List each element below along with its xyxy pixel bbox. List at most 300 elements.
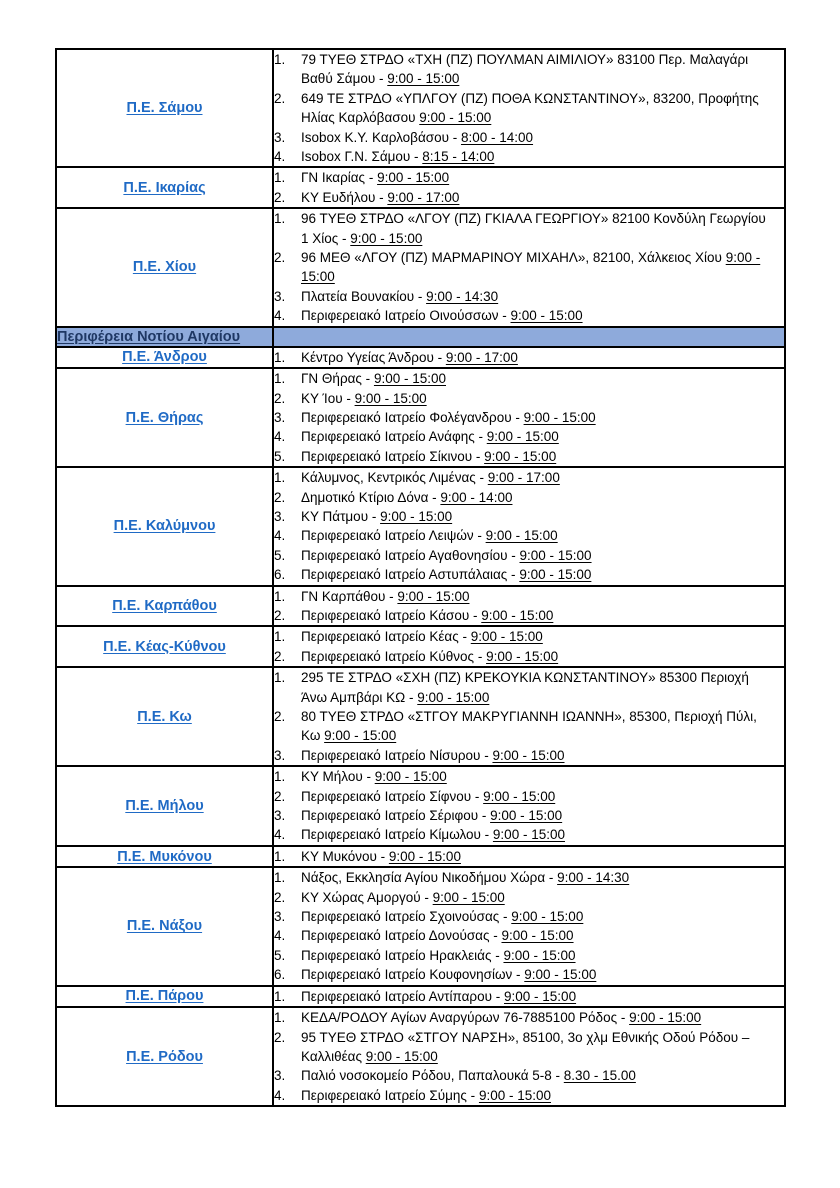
region-link[interactable]: Π.Ε. Σάμου bbox=[126, 100, 203, 117]
list-item bbox=[274, 965, 784, 984]
list-item bbox=[274, 507, 784, 526]
opening-hours: 9:00 - 15:00 bbox=[511, 909, 584, 925]
region-link[interactable]: Π.Ε. Ρόδου bbox=[126, 1048, 203, 1065]
list-item-text bbox=[301, 587, 784, 606]
location-text: Περιφερειακό Ιατρείο Αγαθονησίου - bbox=[301, 547, 520, 563]
region-link[interactable]: Π.Ε. Καρπάθου bbox=[112, 597, 217, 614]
table-row bbox=[56, 626, 785, 667]
list-item bbox=[274, 1066, 784, 1085]
opening-hours: 9:00 - 15:00 bbox=[504, 988, 577, 1004]
list-item bbox=[274, 188, 784, 207]
opening-hours: 9:00 - 14:00 bbox=[440, 489, 513, 505]
location-text: Περιφερειακό Ιατρείο Αστυπάλαιας - bbox=[301, 567, 520, 583]
opening-hours: 9:00 - 15:00 bbox=[377, 170, 450, 186]
region-link[interactable]: Π.Ε. Κω bbox=[137, 708, 192, 725]
list-item-text bbox=[301, 1028, 784, 1067]
opening-hours: 9:00 - 15:00 bbox=[492, 827, 565, 843]
location-text: 96 ΤΥΕΘ ΣΤΡΔΟ «ΛΓΟΥ (ΠΖ) ΓΚΙΑΛΑ ΓΕΩΡΓΙΟΥ» 82100 Κονδύλη Γεωργίου 1 Χίος - bbox=[301, 211, 766, 246]
list-item-number: 1. bbox=[274, 170, 286, 186]
list-item-number: 1. bbox=[274, 588, 286, 604]
list-item bbox=[274, 1028, 784, 1067]
items-list bbox=[274, 468, 784, 584]
items-list bbox=[274, 369, 784, 466]
opening-hours: 9:00 - 15:00 bbox=[397, 588, 470, 604]
list-item-text bbox=[301, 348, 784, 367]
table-row bbox=[56, 1007, 785, 1106]
opening-hours: 9:00 - 15:00 bbox=[478, 1087, 551, 1103]
opening-hours: 9:00 - 15:00 bbox=[387, 71, 460, 87]
list-item-text bbox=[301, 209, 784, 248]
list-item-text bbox=[301, 369, 784, 388]
list-item-text bbox=[301, 546, 784, 565]
location-text: Περιφερειακό Ιατρείο Σίκινου - bbox=[301, 448, 485, 464]
list-item bbox=[274, 546, 784, 565]
section-label: Περιφέρεια Νοτίου Αιγαίου bbox=[57, 328, 241, 345]
list-item-text bbox=[301, 767, 784, 786]
list-item bbox=[274, 565, 784, 584]
location-text: 79 ΤΥΕΘ ΣΤΡΔΟ «ΤΧΗ (ΠΖ) ΠΟΥΛΜΑΝ ΑΙΜΙΛΙΟΥ» 83100 Περ. Μαλαγάρι Βαθύ Σάμου - bbox=[301, 52, 749, 87]
items-cell bbox=[273, 347, 785, 368]
opening-hours: 9:00 - 14:30 bbox=[426, 288, 499, 304]
list-item bbox=[274, 806, 784, 825]
list-item-number: 2. bbox=[274, 709, 286, 724]
list-item-number: 3. bbox=[274, 129, 286, 145]
location-text: Isobox Κ.Υ. Καρλοβάσου - bbox=[301, 129, 461, 145]
opening-hours: 9:00 - 15:00 bbox=[419, 110, 492, 126]
list-item-number: 1. bbox=[274, 988, 286, 1004]
list-item-text bbox=[301, 946, 784, 965]
list-item-text bbox=[301, 128, 784, 147]
opening-hours: 8:00 - 14:00 bbox=[460, 129, 534, 145]
location-text: ΚΥ Ίου - bbox=[301, 390, 355, 406]
items-cell bbox=[273, 766, 785, 846]
list-item bbox=[274, 248, 784, 287]
list-item-number: 1. bbox=[274, 870, 286, 886]
list-item-text bbox=[301, 147, 784, 166]
location-text: Δημοτικό Κτίριο Δόνα - bbox=[301, 489, 441, 505]
list-item bbox=[274, 946, 784, 965]
opening-hours: 9:00 - 15:00 bbox=[486, 429, 559, 445]
region-link[interactable]: Π.Ε. Χίου bbox=[132, 259, 197, 276]
region-cell bbox=[56, 586, 273, 627]
list-item-text bbox=[301, 965, 784, 984]
region-link[interactable]: Π.Ε. Κέας-Κύθνου bbox=[103, 638, 226, 655]
list-item bbox=[274, 306, 784, 325]
opening-hours: 9:00 - 15:00 bbox=[432, 889, 505, 905]
list-item-text bbox=[301, 707, 784, 746]
opening-hours: 9:00 - 15:00 bbox=[519, 547, 592, 563]
region-cell bbox=[56, 1007, 273, 1106]
opening-hours: 9:00 - 15:00 bbox=[380, 508, 453, 524]
list-item bbox=[274, 348, 784, 367]
list-item-text bbox=[301, 746, 784, 765]
location-text: Περιφερειακό Ιατρείο Κίμωλου - bbox=[301, 827, 493, 843]
list-item-number: 1. bbox=[274, 629, 286, 645]
list-item-number: 2. bbox=[274, 889, 286, 905]
list-item bbox=[274, 389, 784, 408]
region-cell bbox=[56, 867, 273, 985]
table-row bbox=[56, 986, 785, 1007]
list-item bbox=[274, 147, 784, 166]
location-text: ΚΥ Χώρας Αμοργού - bbox=[301, 889, 433, 905]
region-cell bbox=[56, 368, 273, 467]
location-text: Περιφερειακό Ιατρείο Ανάφης - bbox=[301, 429, 487, 445]
items-list bbox=[274, 1008, 784, 1105]
items-cell bbox=[273, 208, 785, 326]
list-item-number: 3. bbox=[274, 508, 286, 524]
location-text: Περιφερειακό Ιατρείο Οινούσσων - bbox=[301, 308, 511, 324]
list-item-text bbox=[301, 526, 784, 545]
location-text: Παλιό νοσοκομείο Ρόδου, Παπαλουκά 5-8 - bbox=[301, 1068, 564, 1084]
table-row bbox=[56, 49, 785, 167]
items-list bbox=[274, 627, 784, 666]
region-cell bbox=[56, 846, 273, 867]
list-item-text bbox=[301, 488, 784, 507]
list-item-text bbox=[301, 806, 784, 825]
list-item bbox=[274, 868, 784, 887]
list-item bbox=[274, 926, 784, 945]
region-cell bbox=[56, 667, 273, 766]
opening-hours: 9:00 - 15:00 bbox=[486, 648, 559, 664]
location-text: Περιφερειακό Ιατρείο Ηρακλειάς - bbox=[301, 947, 504, 963]
list-item-number: 1. bbox=[274, 769, 286, 785]
list-item-number: 4. bbox=[274, 1087, 286, 1103]
list-item bbox=[274, 606, 784, 625]
list-item-number: 1. bbox=[274, 1010, 286, 1026]
list-item-number: 6. bbox=[274, 967, 286, 983]
list-item-text bbox=[301, 89, 784, 128]
opening-hours: 9:00 - 15:00 bbox=[490, 808, 563, 824]
items-cell bbox=[273, 986, 785, 1007]
location-text: Κέντρο Υγείας Άνδρου - bbox=[301, 349, 446, 365]
list-item-number: 1. bbox=[274, 470, 286, 486]
opening-hours: 9:00 - 15:00 bbox=[324, 728, 397, 744]
items-list bbox=[274, 987, 784, 1006]
list-item-text bbox=[301, 50, 784, 89]
list-item-number: 2. bbox=[274, 250, 286, 266]
opening-hours: 9:00 - 15:00 bbox=[388, 848, 461, 864]
opening-hours: 9:00 - 15:00 bbox=[524, 967, 597, 983]
list-item bbox=[274, 707, 784, 746]
table-row bbox=[56, 867, 785, 985]
list-item bbox=[274, 587, 784, 606]
list-item-number: 5. bbox=[274, 547, 286, 563]
list-item-number: 4. bbox=[274, 149, 286, 165]
list-item bbox=[274, 987, 784, 1006]
opening-hours: 9:00 - 15:00 bbox=[365, 1048, 438, 1064]
list-item bbox=[274, 447, 784, 466]
list-item-number: 3. bbox=[274, 409, 286, 425]
location-text: Περιφερειακό Ιατρείο Κέας - bbox=[301, 629, 471, 645]
list-item-text bbox=[301, 787, 784, 806]
list-item-number: 5. bbox=[274, 947, 286, 963]
list-item bbox=[274, 907, 784, 926]
opening-hours: 9:00 - 15:00 bbox=[519, 567, 592, 583]
table-row bbox=[56, 208, 785, 326]
location-text: Περιφερειακό Ιατρείο Φολέγανδρου - bbox=[301, 409, 524, 425]
list-item-number: 2. bbox=[274, 489, 286, 505]
items-cell bbox=[273, 167, 785, 208]
items-list bbox=[274, 868, 784, 984]
list-item bbox=[274, 468, 784, 487]
location-text: ΚΥ Πάτμου - bbox=[301, 508, 381, 524]
list-item-number: 3. bbox=[274, 288, 286, 304]
location-text: 649 ΤΕ ΣΤΡΔΟ «ΥΠΛΓΟΥ (ΠΖ) ΠΟΘΑ ΚΩΝΣΤΑΝΤΙΝΟΥ», 83200, Προφήτης Ηλίας Καρλόβασου bbox=[301, 90, 759, 126]
list-item-number: 4. bbox=[274, 528, 286, 544]
list-item-number: 2. bbox=[274, 189, 286, 205]
list-item-number: 4. bbox=[274, 827, 286, 843]
opening-hours: 9:00 - 17:00 bbox=[445, 349, 518, 365]
location-text: Πλατεία Βουνακίου - bbox=[301, 288, 427, 304]
list-item-text bbox=[301, 248, 784, 287]
opening-hours: 9:00 - 15:00 bbox=[501, 928, 574, 944]
location-text: ΚΥ Μυκόνου - bbox=[301, 848, 389, 864]
list-item-text bbox=[301, 647, 784, 666]
items-list bbox=[274, 847, 784, 866]
opening-hours: 9:00 - 15:00 bbox=[354, 390, 427, 406]
table-row bbox=[56, 846, 785, 867]
opening-hours: 8:15 - 14:00 bbox=[422, 149, 495, 165]
list-item bbox=[274, 627, 784, 646]
list-item-number: 1. bbox=[274, 670, 286, 686]
list-item-number: 3. bbox=[274, 1068, 286, 1084]
region-cell bbox=[56, 49, 273, 167]
table-row bbox=[56, 347, 785, 368]
location-text: ΓΝ Ικαρίας - bbox=[301, 170, 378, 186]
opening-hours: 9:00 - 14:30 bbox=[557, 870, 630, 886]
opening-hours: 9:00 - 15:00 bbox=[481, 607, 554, 623]
list-item-text bbox=[301, 188, 784, 207]
items-list bbox=[274, 668, 784, 765]
schedule-table bbox=[55, 48, 786, 1107]
region-link[interactable]: Π.Ε. Καλύμνου bbox=[113, 518, 216, 535]
section-empty-cell bbox=[273, 327, 785, 347]
items-cell bbox=[273, 1007, 785, 1106]
region-link[interactable]: Π.Ε. Θήρας bbox=[125, 409, 204, 426]
list-item bbox=[274, 408, 784, 427]
list-item-number: 3. bbox=[274, 909, 286, 925]
region-link[interactable]: Π.Ε. Ικαρίας bbox=[123, 179, 206, 196]
list-item-text bbox=[301, 1086, 784, 1105]
list-item bbox=[274, 787, 784, 806]
list-item-text bbox=[301, 1008, 784, 1027]
list-item-text bbox=[301, 408, 784, 427]
location-text: 95 ΤΥΕΘ ΣΤΡΔΟ «ΣΤΓΟΥ ΝΑΡΣΗ», 85100, 3ο χλμ Εθνικής Οδού Ρόδου – Καλλιθέας bbox=[301, 1029, 750, 1064]
list-item-number: 1. bbox=[274, 211, 286, 227]
location-text: Περιφερειακό Ιατρείο Σέριφου - bbox=[301, 808, 491, 824]
list-item-text bbox=[301, 287, 784, 306]
items-cell bbox=[273, 667, 785, 766]
list-item bbox=[274, 668, 784, 707]
table-row bbox=[56, 667, 785, 766]
location-text: 80 ΤΥΕΘ ΣΤΡΔΟ «ΣΤΓΟΥ ΜΑΚΡΥΓΙΑΝΝΗ ΙΩΑΝΝΗ», 85300, Περιοχή Πύλι, Κω bbox=[301, 709, 757, 744]
list-item bbox=[274, 488, 784, 507]
region-cell bbox=[56, 208, 273, 326]
list-item-number: 4. bbox=[274, 928, 286, 944]
opening-hours: 9:00 - 15:00 bbox=[510, 308, 583, 324]
opening-hours: 9:00 - 15:00 bbox=[629, 1010, 702, 1026]
opening-hours: 9:00 - 15:00 bbox=[417, 689, 490, 705]
location-text: Περιφερειακό Ιατρείο Σύμης - bbox=[301, 1087, 479, 1103]
opening-hours: 9:00 - 15:00 bbox=[301, 250, 761, 285]
list-item-text bbox=[301, 888, 784, 907]
list-item-number: 3. bbox=[274, 747, 286, 763]
location-text: Περιφερειακό Ιατρείο Αντίπαρου - bbox=[301, 988, 505, 1004]
table-row bbox=[56, 766, 785, 846]
list-item-text bbox=[301, 168, 784, 187]
opening-hours: 9:00 - 15:00 bbox=[492, 747, 565, 763]
list-item bbox=[274, 209, 784, 248]
items-list bbox=[274, 348, 784, 367]
section-label-cell bbox=[56, 327, 273, 347]
list-item bbox=[274, 369, 784, 388]
region-cell bbox=[56, 347, 273, 368]
list-item bbox=[274, 825, 784, 844]
list-item-number: 4. bbox=[274, 308, 286, 324]
opening-hours: 9:00 - 15:00 bbox=[374, 769, 447, 785]
list-item-number: 5. bbox=[274, 448, 286, 464]
opening-hours: 9:00 - 15:00 bbox=[503, 947, 576, 963]
opening-hours: 9:00 - 17:00 bbox=[487, 470, 560, 486]
table-row bbox=[56, 467, 785, 585]
list-item-text bbox=[301, 507, 784, 526]
list-item-text bbox=[301, 847, 784, 866]
list-item-text bbox=[301, 926, 784, 945]
list-item-text bbox=[301, 868, 784, 887]
list-item-number: 3. bbox=[274, 808, 286, 824]
opening-hours: 9:00 - 17:00 bbox=[387, 189, 460, 205]
list-item bbox=[274, 50, 784, 89]
list-item-text bbox=[301, 306, 784, 325]
list-item-number: 1. bbox=[274, 349, 286, 365]
section-row bbox=[56, 327, 785, 347]
region-link[interactable]: Π.Ε. Άνδρου bbox=[122, 349, 207, 366]
list-item bbox=[274, 89, 784, 128]
list-item-number: 2. bbox=[274, 390, 286, 406]
location-text: Περιφερειακό Ιατρείο Σίφνου - bbox=[301, 788, 484, 804]
region-cell bbox=[56, 467, 273, 585]
list-item-number: 1. bbox=[274, 848, 286, 864]
region-link[interactable]: Π.Ε. Πάρου bbox=[125, 988, 204, 1005]
location-text: Περιφερειακό Ιατρείο Σχοινούσας - bbox=[301, 909, 512, 925]
table-row bbox=[56, 368, 785, 467]
list-item bbox=[274, 168, 784, 187]
location-text: Περιφερειακό Ιατρείο Κάσου - bbox=[301, 607, 482, 623]
list-item-text bbox=[301, 1066, 784, 1085]
list-item-text bbox=[301, 987, 784, 1006]
region-cell bbox=[56, 986, 273, 1007]
items-cell bbox=[273, 467, 785, 585]
table-row bbox=[56, 586, 785, 627]
opening-hours: 8.30 - 15.00 bbox=[563, 1068, 636, 1084]
items-list bbox=[274, 767, 784, 845]
region-link[interactable]: Π.Ε. Μυκόνου bbox=[117, 848, 212, 865]
location-text: Περιφερειακό Ιατρείο Κουφονησίων - bbox=[301, 967, 525, 983]
list-item-number: 2. bbox=[274, 788, 286, 804]
schedule-table-body bbox=[56, 49, 785, 1106]
table-row bbox=[56, 167, 785, 208]
list-item bbox=[274, 647, 784, 666]
items-cell bbox=[273, 368, 785, 467]
location-text: Περιφερειακό Ιατρείο Δονούσας - bbox=[301, 928, 502, 944]
list-item-text bbox=[301, 468, 784, 487]
items-list bbox=[274, 50, 784, 166]
list-item-number: 6. bbox=[274, 567, 286, 583]
opening-hours: 9:00 - 15:00 bbox=[484, 448, 557, 464]
items-list bbox=[274, 587, 784, 626]
opening-hours: 9:00 - 15:00 bbox=[470, 629, 543, 645]
region-cell bbox=[56, 626, 273, 667]
list-item bbox=[274, 526, 784, 545]
list-item-number: 2. bbox=[274, 607, 286, 623]
list-item-number: 4. bbox=[274, 429, 286, 445]
list-item-text bbox=[301, 627, 784, 646]
list-item bbox=[274, 888, 784, 907]
location-text: Νάξος, Εκκλησία Αγίου Νικοδήμου Χώρα - bbox=[301, 870, 558, 886]
list-item-number: 2. bbox=[274, 648, 286, 664]
list-item-number: 2. bbox=[274, 1029, 286, 1045]
location-text: Περιφερειακό Ιατρείο Νίσυρου - bbox=[301, 747, 493, 763]
list-item-text bbox=[301, 668, 784, 707]
items-cell bbox=[273, 867, 785, 985]
location-text: 295 ΤΕ ΣΤΡΔΟ «ΣΧΗ (ΠΖ) ΚΡΕΚΟΥΚΙΑ ΚΩΝΣΤΑΝΤΙΝΟΥ» 85300 Περιοχή Άνω Αμπβάρι ΚΩ - bbox=[301, 670, 749, 705]
list-item-number: 1. bbox=[274, 52, 286, 67]
location-text: ΓΝ Καρπάθου - bbox=[301, 588, 398, 604]
location-text: Κάλυμνος, Κεντρικός Λιμένας - bbox=[301, 470, 488, 486]
location-text: Περιφερειακό Ιατρείο Λειψών - bbox=[301, 528, 486, 544]
list-item bbox=[274, 746, 784, 765]
location-text: Isobox Γ.Ν. Σάμου - bbox=[301, 149, 423, 165]
list-item-text bbox=[301, 447, 784, 466]
location-text: ΓΝ Θήρας - bbox=[301, 371, 374, 387]
opening-hours: 9:00 - 15:00 bbox=[523, 409, 596, 425]
list-item-number: 2. bbox=[274, 90, 286, 106]
opening-hours: 9:00 - 15:00 bbox=[483, 788, 556, 804]
list-item-number: 1. bbox=[274, 371, 286, 387]
location-text: ΚΥ Μήλου - bbox=[301, 769, 375, 785]
opening-hours: 9:00 - 15:00 bbox=[350, 230, 423, 246]
list-item bbox=[274, 287, 784, 306]
location-text: 96 ΜΕΘ «ΛΓΟΥ (ΠΖ) ΜΑΡΜΑΡΙΝΟΥ ΜΙΧΑΗΛ», 82100, Χάλκειος Χίου bbox=[301, 250, 726, 266]
list-item-text bbox=[301, 427, 784, 446]
list-item-text bbox=[301, 389, 784, 408]
items-cell bbox=[273, 626, 785, 667]
location-text: ΚΕΔΑ/ΡΟΔΟΥ Αγίων Αναργύρων 76-7885100 Ρόδος - bbox=[301, 1010, 630, 1026]
location-text: ΚΥ Ευδήλου - bbox=[301, 189, 388, 205]
items-cell bbox=[273, 846, 785, 867]
items-cell bbox=[273, 586, 785, 627]
list-item-text bbox=[301, 907, 784, 926]
list-item bbox=[274, 128, 784, 147]
list-item-text bbox=[301, 825, 784, 844]
list-item bbox=[274, 427, 784, 446]
list-item bbox=[274, 1008, 784, 1027]
list-item-text bbox=[301, 606, 784, 625]
list-item bbox=[274, 1086, 784, 1105]
region-cell bbox=[56, 766, 273, 846]
opening-hours: 9:00 - 15:00 bbox=[373, 371, 446, 387]
region-link[interactable]: Π.Ε. Νάξου bbox=[126, 918, 203, 935]
region-cell bbox=[56, 167, 273, 208]
list-item bbox=[274, 847, 784, 866]
location-text: Περιφερειακό Ιατρείο Κύθνος - bbox=[301, 648, 487, 664]
region-link[interactable]: Π.Ε. Μήλου bbox=[125, 798, 204, 815]
items-list bbox=[274, 168, 784, 207]
list-item bbox=[274, 767, 784, 786]
items-cell bbox=[273, 49, 785, 167]
list-item-text bbox=[301, 565, 784, 584]
opening-hours: 9:00 - 15:00 bbox=[485, 528, 558, 544]
